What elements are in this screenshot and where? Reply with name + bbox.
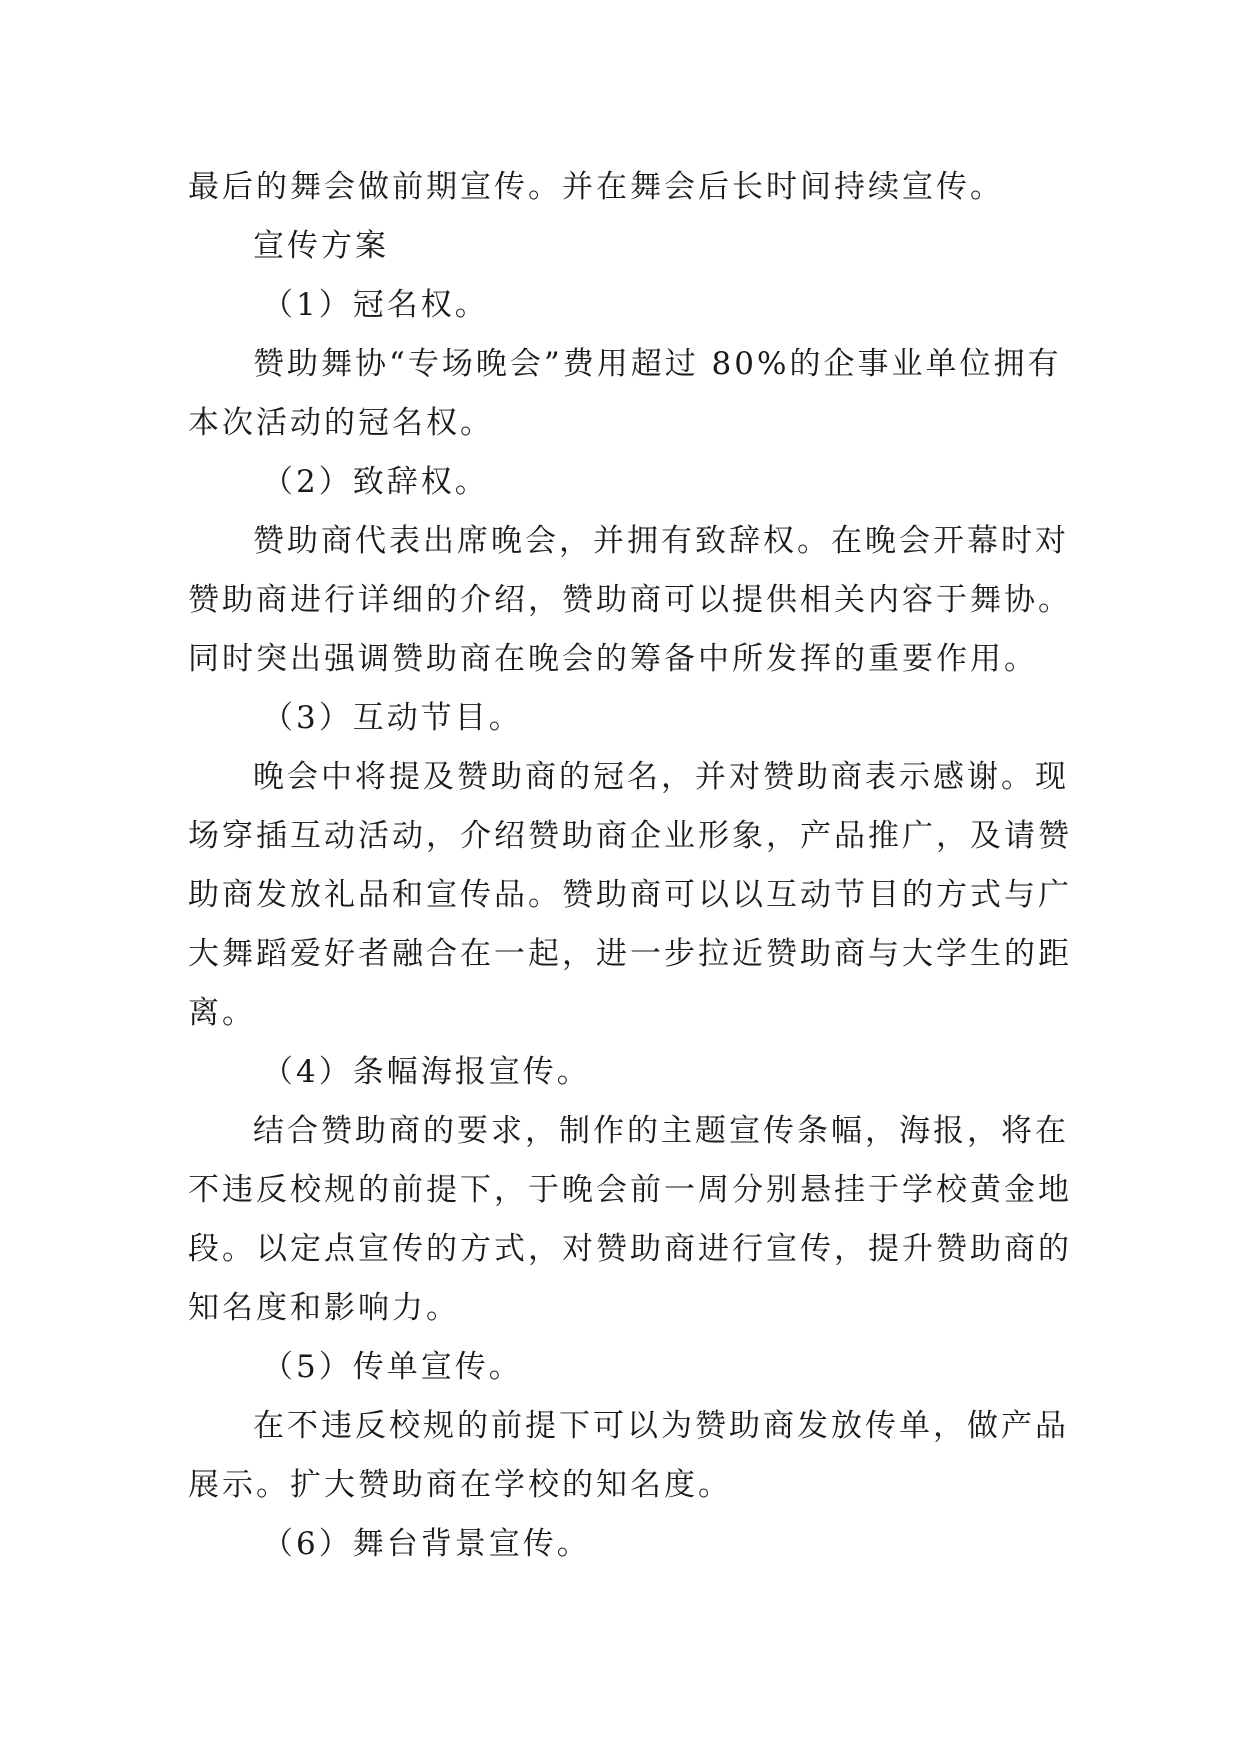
section-heading: 宣传方案 [253,228,389,264]
paragraph-line: 最后的舞会做前期宣传。并在舞会后长时间持续宣传。 [188,169,1004,205]
item-heading-6: （6）舞台背景宣传。 [262,1526,591,1562]
paragraph-line: 同时突出强调赞助商在晚会的筹备中所发挥的重要作用。 [188,641,1038,677]
paragraph-line: 不违反校规的前提下，于晚会前一周分别悬挂于学校黄金地 [188,1172,1072,1208]
paragraph-line: 结合赞助商的要求，制作的主题宣传条幅，海报，将在 [253,1113,1069,1149]
paragraph-line: 在不违反校规的前提下可以为赞助商发放传单，做产品 [253,1408,1069,1444]
paragraph-line: 晚会中将提及赞助商的冠名，并对赞助商表示感谢。现 [253,759,1069,795]
paragraph-line: 赞助商进行详细的介绍，赞助商可以提供相关内容于舞协。 [188,582,1072,618]
paragraph-line: 大舞蹈爱好者融合在一起，进一步拉近赞助商与大学生的距 [188,936,1072,972]
item-heading-5: （5）传单宣传。 [262,1349,523,1385]
item-heading-2: （2）致辞权。 [262,464,489,500]
paragraph-line: 知名度和影响力。 [188,1290,460,1326]
paragraph-line: 段。以定点宣传的方式，对赞助商进行宣传，提升赞助商的 [188,1231,1072,1267]
item-heading-3: （3）互动节目。 [262,700,523,736]
paragraph-line: 场穿插互动活动，介绍赞助商企业形象，产品推广，及请赞 [188,818,1072,854]
paragraph-line: 赞助舞协“专场晚会”费用超过 80%的企事业单位拥有 [253,346,1062,382]
paragraph-line: 助商发放礼品和宣传品。赞助商可以以互动节目的方式与广 [188,877,1072,913]
item-heading-4: （4）条幅海报宣传。 [262,1054,591,1090]
paragraph-line: 展示。扩大赞助商在学校的知名度。 [188,1467,732,1503]
paragraph-line: 本次活动的冠名权。 [188,405,494,441]
paragraph-line: 赞助商代表出席晚会，并拥有致辞权。在晚会开幕时对 [253,523,1069,559]
paragraph-line: 离。 [188,995,256,1031]
item-heading-1: （1）冠名权。 [262,287,489,323]
